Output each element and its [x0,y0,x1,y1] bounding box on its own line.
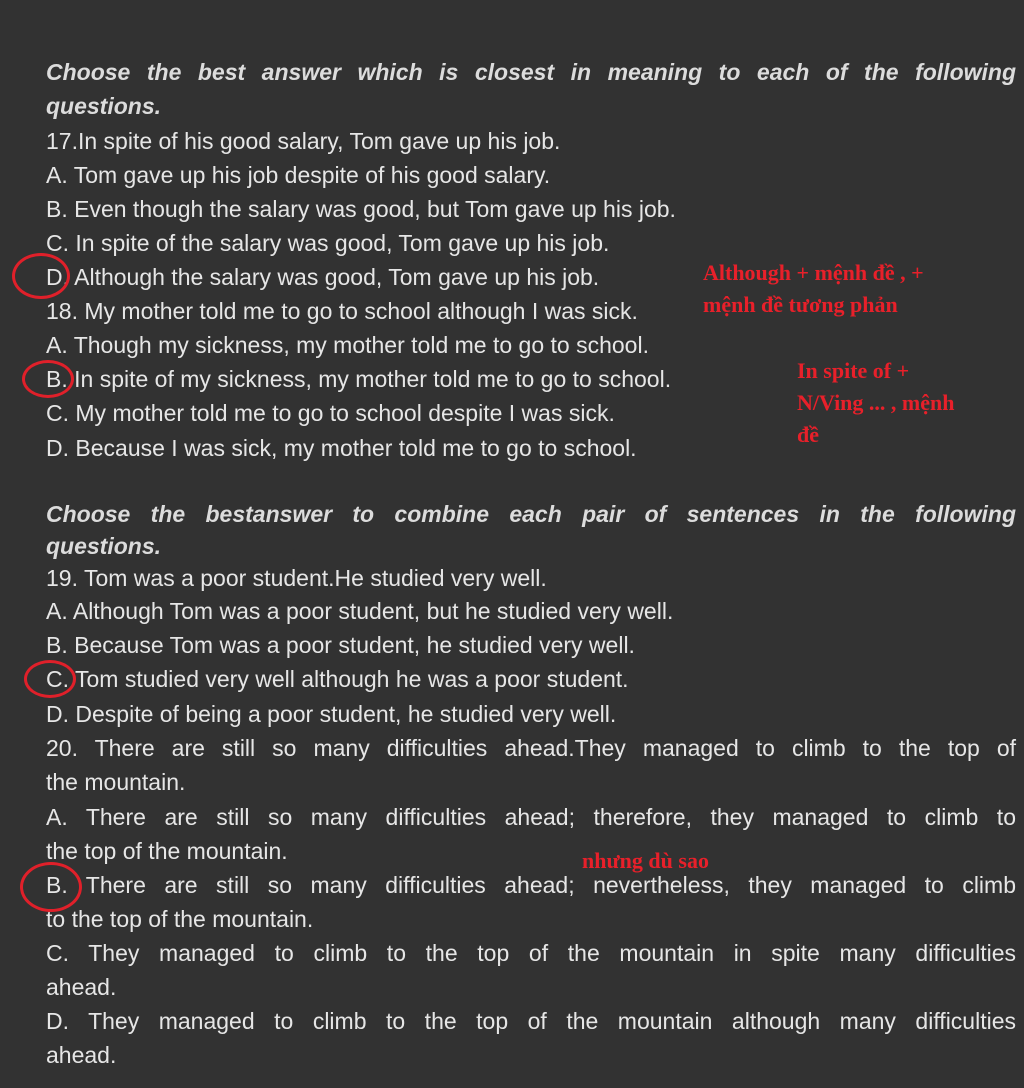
note-in-spite-of-rule: In spite of + [797,358,910,383]
q17-option-c: C. In spite of the salary was good, Tom gave up his job. [46,230,610,256]
q20-option-c-cont: ahead. [46,974,117,1000]
q20-option-d-cont: ahead. [46,1042,117,1068]
answer-circle-q20 [20,862,82,912]
q19-stem: 19. Tom was a poor student.He studied very well. [46,565,547,591]
note-although-rule: Although + mệnh đề , + [703,260,924,285]
section2-instruction-cont: questions. [46,533,162,559]
q18-option-c: C. My mother told me to go to school despite I was sick. [46,400,615,426]
q19-option-a: A. Although Tom was a poor student, but he studied very well. [46,598,674,624]
q17-option-a: A. Tom gave up his job despite of his good salary. [46,162,551,188]
q20-stem: 20. There are still so many difficulties ahead.They managed to climb to the top of [46,735,1016,761]
note-nevertheless-meaning: nhưng dù sao [582,848,709,873]
section2-instruction: Choose the bestanswer to combine each pair of sentences in the following [46,501,1016,527]
note-although-rule-cont: mệnh đề tương phản [703,292,898,317]
q18-option-d: D. Because I was sick, my mother told me to go to school. [46,435,637,461]
q20-option-c: C. They managed to climb to the top of the mountain in spite many difficulties [46,940,1016,966]
q19-option-b: B. Because Tom was a poor student, he studied very well. [46,632,635,658]
q17-option-b: B. Even though the salary was good, but Tom gave up his job. [46,196,676,222]
q20-stem-cont: the mountain. [46,769,186,795]
q18-option-b: B. In spite of my sickness, my mother told me to go to school. [46,366,672,392]
q18-option-a: A. Though my sickness, my mother told me to go to school. [46,332,649,358]
q19-option-c: C. Tom studied very well although he was a poor student. [46,666,629,692]
answer-circle-q17 [12,253,70,299]
q20-option-a-cont: the top of the mountain. [46,838,288,864]
q19-option-d: D. Despite of being a poor student, he studied very well. [46,701,617,727]
q18-stem: 18. My mother told me to go to school although I was sick. [46,298,638,324]
note-in-spite-of-rule-end: đề [797,422,819,447]
section1-instruction: Choose the best answer which is closest in meaning to each of the following [46,59,1016,85]
note-in-spite-of-rule-cont: N/Ving ... , mệnh [797,390,955,415]
q20-option-b-cont: to the top of the mountain. [46,906,314,932]
answer-circle-q18 [22,360,74,398]
q17-option-d: D. Although the salary was good, Tom gave up his job. [46,264,600,290]
q20-option-b: B. There are still so many difficulties ahead; nevertheless, they managed to climb [46,872,1016,898]
section1-instruction-cont: questions. [46,93,162,119]
q20-option-d: D. They managed to climb to the top of the mountain although many difficulties [46,1008,1016,1034]
q17-stem: 17.In spite of his good salary, Tom gave up his job. [46,128,561,154]
q20-option-a: A. There are still so many difficulties ahead; therefore, they managed to climb to [46,804,1016,830]
answer-circle-q19 [24,660,76,698]
